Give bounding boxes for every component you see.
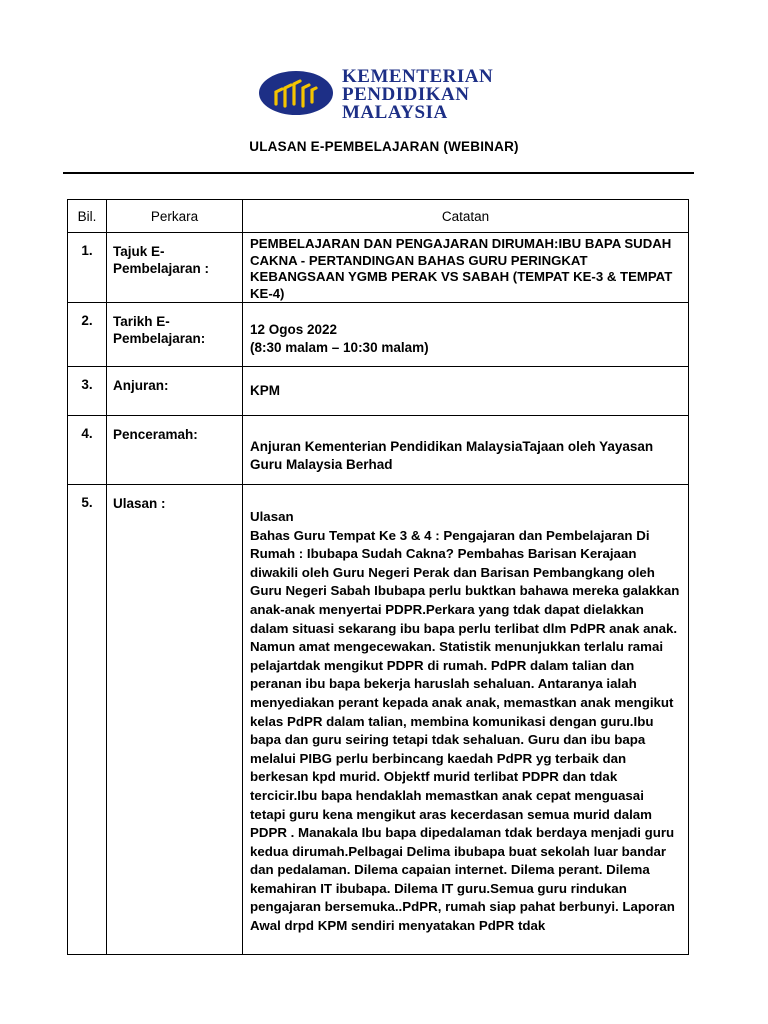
table-row <box>68 416 689 485</box>
document-title: ULASAN E-PEMBELAJARAN (WEBINAR) <box>249 139 519 154</box>
ministry-logo <box>258 68 508 124</box>
row-number: 3. <box>68 367 107 416</box>
time-line: (8:30 malam – 10:30 malam) <box>250 339 429 355</box>
row-label: Ulasan : <box>107 485 243 955</box>
table-row <box>68 485 689 955</box>
row-label: Penceramah: <box>107 416 243 485</box>
table-row <box>68 367 689 416</box>
row-value <box>243 303 689 367</box>
ministry-emblem-icon <box>258 70 334 116</box>
review-table <box>67 199 689 955</box>
table-row <box>68 233 689 303</box>
table-row <box>68 303 689 367</box>
table-header-row <box>68 200 689 233</box>
title-divider <box>63 172 694 174</box>
speaker-value: Anjuran Kementerian Pendidikan MalaysiaTajaan oleh Yayasan Guru Malaysia Berhad <box>250 439 654 472</box>
date-line: 12 Ogos 2022 <box>250 322 338 337</box>
header-bil: Bil. <box>68 200 107 233</box>
ministry-wordmark <box>342 68 493 122</box>
row-number: 4. <box>68 416 107 485</box>
row-number: 1. <box>68 233 107 303</box>
row-value: PEMBELAJARAN DAN PENGAJARAN DIRUMAH:IBU BAPA SUDAH CAKNA - PERTANDINGAN BAHAS GURU PERINGKAT KEBANGSAAN YGMB PERAK VS SABAH (TEMPAT KE-3 & TEMPAT KE-4) <box>243 233 689 303</box>
logo-line-2: PENDIDIKAN <box>342 84 470 105</box>
row-label: Anjuran: <box>107 367 243 416</box>
header-catatan: Catatan <box>243 200 689 233</box>
logo-line-1: KEMENTERIAN <box>342 66 494 87</box>
review-body: Bahas Guru Tempat Ke 3 & 4 : Pengajaran dan Pembelajaran Di Rumah : Ibubapa Sudah Cakna? Pembahas Barisan Kerajaan diwakili oleh Guru Negeri Perak dan Barisan Pembangkang oleh Guru Negeri Sabah Ibubapa perlu buktkan bahawa mereka galakkan anak-anak menyertai PDPR.Perkara yang tdak dapat dielakkan dalam situasi sekarang ibu bapa perlu terlibat dlm PdPR anak anak. Namun amat mengecewakan. Statistik menunjukkan terlalu ramai pelajartdak mengikut PDPR di rumah. PdPR dalam talian dan peranan ibu bapa bekerja haruslah sehaluan. Antaranya ialah menyediakan perant kepada anak anak, memastkan anak mengikut kelas PdPR dalam talian, membina komunikasi dengan guru.Ibu bapa dan guru seiring tetapi tdak sehaluan. Guru dan ibu bapa melalui PIBG perlu berbincang kaedah PdPR yg terbaik dan berkesan kpd murid. Objektf murid terlibat PDPR dan tdak tercicir.Ibu bapa hendaklah memastkan anak cepat menguasai tetapi guru kena mengikut aras kecerdasan semua murid dalam PDPR . Manakala Ibu bapa dipedalaman tdak berdaya menjadi guru kedua dirumah.Pelbagai Delima ibubapa buat sekolah luar bandar dan pedalaman. Dilema capaian internet. Dilema perant. Dilema kemahiran IT ibubapa. Dilema IT guru.Semua guru rindukan pengajaran bersemuka..PdPR, rumah siap pahat berbunyi. Laporan Awal drpd KPM sendiri menyatakan PdPR tdak <box>250 527 680 934</box>
row-value <box>243 367 689 416</box>
row-number: 2. <box>68 303 107 367</box>
review-heading: Ulasan <box>250 509 294 524</box>
organizer-value: KPM <box>250 383 280 398</box>
row-label: Tajuk E-Pembelajaran : <box>107 233 243 303</box>
row-number: 5. <box>68 485 107 955</box>
row-value <box>243 416 689 485</box>
logo-line-3: MALAYSIA <box>342 102 448 123</box>
row-label: Tarikh E-Pembelajaran: <box>107 303 243 367</box>
row-value <box>243 485 689 955</box>
header-perkara: Perkara <box>107 200 243 233</box>
